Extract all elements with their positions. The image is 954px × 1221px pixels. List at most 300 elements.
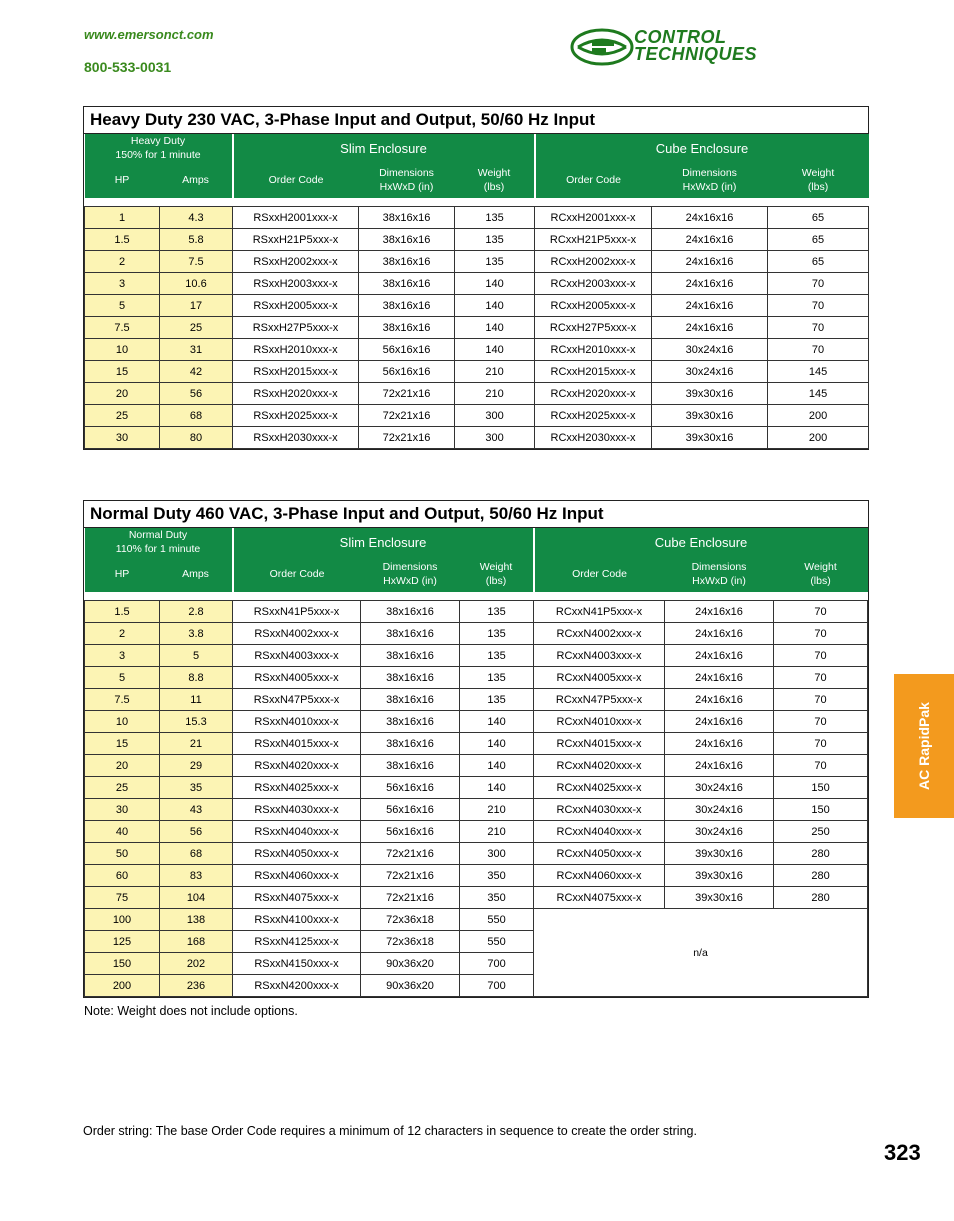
cell-slim-weight: 135 bbox=[460, 689, 534, 711]
cell-amps: 17 bbox=[160, 295, 233, 317]
cell-hp: 2 bbox=[85, 251, 160, 273]
side-tab-label: AC RapidPak bbox=[916, 702, 932, 790]
duty-sub: 110% for 1 minute bbox=[115, 543, 201, 555]
cell-amps: 80 bbox=[160, 427, 233, 449]
cell-amps: 25 bbox=[160, 317, 233, 339]
cell-hp: 1.5 bbox=[85, 601, 160, 623]
cell-hp: 10 bbox=[85, 339, 160, 361]
col-amps: Amps bbox=[160, 556, 233, 592]
cell-amps: 15.3 bbox=[160, 711, 233, 733]
cell-slim-order-code: RSxxH2030xxx-x bbox=[233, 427, 359, 449]
cell-cube-dimensions: 24x16x16 bbox=[652, 295, 768, 317]
cell-hp: 60 bbox=[85, 865, 160, 887]
cell-slim-dimensions: 72x21x16 bbox=[359, 405, 455, 427]
cell-cube-weight: 70 bbox=[774, 733, 868, 755]
cell-slim-weight: 300 bbox=[455, 427, 535, 449]
cell-cube-dimensions: 24x16x16 bbox=[652, 251, 768, 273]
cell-cube-weight: 70 bbox=[774, 601, 868, 623]
cell-cube-order-code: RCxxH2001xxx-x bbox=[535, 207, 652, 229]
cell-slim-dimensions: 38x16x16 bbox=[361, 645, 460, 667]
page-number: 323 bbox=[884, 1140, 921, 1165]
cell-hp: 30 bbox=[85, 799, 160, 821]
duty-label: Heavy Duty bbox=[130, 135, 186, 147]
cell-cube-dimensions: 24x16x16 bbox=[665, 623, 774, 645]
cell-hp: 125 bbox=[85, 931, 160, 953]
cell-cube-order-code: RCxxN4030xxx-x bbox=[534, 799, 665, 821]
col-cube-order-code: Order Code bbox=[534, 556, 665, 592]
cell-cube-dimensions: 24x16x16 bbox=[652, 273, 768, 295]
cell-cube-dimensions: 39x30x16 bbox=[652, 427, 768, 449]
cell-cube-weight: 145 bbox=[768, 361, 869, 383]
col-cube-weight bbox=[768, 162, 869, 198]
cell-hp: 7.5 bbox=[85, 689, 160, 711]
cell-slim-weight: 550 bbox=[460, 931, 534, 953]
cell-slim-order-code: RSxxH2015xxx-x bbox=[233, 361, 359, 383]
cell-hp: 7.5 bbox=[85, 317, 160, 339]
weight-label: Weight bbox=[804, 561, 837, 573]
heavy-duty-table bbox=[84, 134, 869, 449]
cell-cube-weight: 70 bbox=[774, 667, 868, 689]
cell-slim-order-code: RSxxN4075xxx-x bbox=[233, 887, 361, 909]
order-string-note: Order string: The base Order Code requires a minimum of 12 characters in sequence to create the order string. bbox=[83, 1124, 697, 1138]
cell-hp: 5 bbox=[85, 295, 160, 317]
cell-slim-order-code: RSxxN4015xxx-x bbox=[233, 733, 361, 755]
cell-slim-order-code: RSxxN4002xxx-x bbox=[233, 623, 361, 645]
cell-cube-order-code: RCxxH2005xxx-x bbox=[535, 295, 652, 317]
logo-text-line2: TECHNIQUES bbox=[634, 44, 758, 64]
cell-slim-order-code: RSxxN4040xxx-x bbox=[233, 821, 361, 843]
cell-amps: 42 bbox=[160, 361, 233, 383]
cell-cube-weight: 70 bbox=[768, 273, 869, 295]
table-row bbox=[85, 909, 868, 931]
logo-globe-icon bbox=[570, 27, 634, 67]
table-row bbox=[85, 667, 868, 689]
cell-slim-dimensions: 38x16x16 bbox=[359, 207, 455, 229]
cell-cube-weight: 65 bbox=[768, 207, 869, 229]
cell-slim-order-code: RSxxH2003xxx-x bbox=[233, 273, 359, 295]
cell-cube-dimensions: 39x30x16 bbox=[652, 383, 768, 405]
cell-amps: 104 bbox=[160, 887, 233, 909]
cell-cube-dimensions: 24x16x16 bbox=[665, 667, 774, 689]
cell-slim-order-code: RSxxH2001xxx-x bbox=[233, 207, 359, 229]
table-row bbox=[85, 427, 869, 449]
cell-slim-weight: 550 bbox=[460, 909, 534, 931]
cell-hp: 25 bbox=[85, 405, 160, 427]
duty-sub: 150% for 1 minute bbox=[115, 149, 201, 161]
cell-hp: 5 bbox=[85, 667, 160, 689]
slim-enclosure-header: Slim Enclosure bbox=[233, 528, 534, 556]
table-row bbox=[85, 711, 868, 733]
dims-label: Dimensions bbox=[382, 561, 438, 573]
cell-cube-order-code: RCxxN4040xxx-x bbox=[534, 821, 665, 843]
cell-cube-weight: 70 bbox=[774, 711, 868, 733]
cell-amps: 5.8 bbox=[160, 229, 233, 251]
cell-cube-order-code: RCxxN4015xxx-x bbox=[534, 733, 665, 755]
cell-amps: 138 bbox=[160, 909, 233, 931]
cell-slim-weight: 350 bbox=[460, 865, 534, 887]
cell-amps: 83 bbox=[160, 865, 233, 887]
cell-hp: 75 bbox=[85, 887, 160, 909]
table-row bbox=[85, 777, 868, 799]
cell-cube-dimensions: 24x16x16 bbox=[652, 229, 768, 251]
col-slim-order-code: Order Code bbox=[233, 162, 359, 198]
cell-slim-weight: 210 bbox=[455, 383, 535, 405]
cell-cube-weight: 65 bbox=[768, 251, 869, 273]
cell-slim-dimensions: 56x16x16 bbox=[361, 777, 460, 799]
table-row bbox=[85, 865, 868, 887]
cell-amps: 21 bbox=[160, 733, 233, 755]
cell-cube-dimensions: 30x24x16 bbox=[665, 821, 774, 843]
cell-slim-order-code: RSxxN4100xxx-x bbox=[233, 909, 361, 931]
cell-amps: 8.8 bbox=[160, 667, 233, 689]
cell-cube-order-code: RCxxN4010xxx-x bbox=[534, 711, 665, 733]
cell-cube-weight: 145 bbox=[768, 383, 869, 405]
cell-amps: 31 bbox=[160, 339, 233, 361]
cell-cube-weight: 280 bbox=[774, 843, 868, 865]
cell-slim-order-code: RSxxN47P5xxx-x bbox=[233, 689, 361, 711]
cell-hp: 10 bbox=[85, 711, 160, 733]
cell-cube-order-code: RCxxH2015xxx-x bbox=[535, 361, 652, 383]
cell-slim-weight: 135 bbox=[455, 251, 535, 273]
cell-slim-dimensions: 72x21x16 bbox=[361, 887, 460, 909]
cell-amps: 4.3 bbox=[160, 207, 233, 229]
cell-amps: 11 bbox=[160, 689, 233, 711]
cell-slim-dimensions: 90x36x20 bbox=[361, 953, 460, 975]
normal-duty-table-body bbox=[85, 601, 868, 997]
weight-sub: (lbs) bbox=[483, 181, 505, 193]
cell-slim-order-code: RSxxH2002xxx-x bbox=[233, 251, 359, 273]
cell-slim-order-code: RSxxN4125xxx-x bbox=[233, 931, 361, 953]
table-row bbox=[85, 887, 868, 909]
cell-cube-order-code: RCxxN4025xxx-x bbox=[534, 777, 665, 799]
col-cube-dimensions bbox=[665, 556, 774, 592]
cell-cube-order-code: RCxxN4060xxx-x bbox=[534, 865, 665, 887]
website-url[interactable]: www.emersonct.com bbox=[84, 27, 214, 42]
cell-cube-dimensions: 39x30x16 bbox=[665, 887, 774, 909]
cell-cube-dimensions: 24x16x16 bbox=[665, 733, 774, 755]
cell-slim-weight: 135 bbox=[460, 667, 534, 689]
cell-amps: 68 bbox=[160, 405, 233, 427]
cell-slim-weight: 210 bbox=[455, 361, 535, 383]
cell-hp: 20 bbox=[85, 383, 160, 405]
table-row bbox=[85, 799, 868, 821]
weight-sub: (lbs) bbox=[810, 575, 831, 587]
cell-slim-weight: 140 bbox=[460, 777, 534, 799]
cell-hp: 20 bbox=[85, 755, 160, 777]
cell-hp: 15 bbox=[85, 733, 160, 755]
col-cube-weight bbox=[774, 556, 868, 592]
cell-slim-dimensions: 38x16x16 bbox=[359, 251, 455, 273]
cell-cube-weight: 70 bbox=[774, 755, 868, 777]
cell-cube-order-code: RCxxH2010xxx-x bbox=[535, 339, 652, 361]
cell-cube-dimensions: 24x16x16 bbox=[665, 601, 774, 623]
col-cube-order-code: Order Code bbox=[535, 162, 652, 198]
dims-label: Dimensions bbox=[682, 167, 737, 179]
cell-slim-order-code: RSxxH2025xxx-x bbox=[233, 405, 359, 427]
cell-slim-weight: 140 bbox=[455, 339, 535, 361]
cell-slim-dimensions: 72x21x16 bbox=[361, 865, 460, 887]
cell-slim-order-code: RSxxN41P5xxx-x bbox=[233, 601, 361, 623]
cell-amps: 68 bbox=[160, 843, 233, 865]
cell-hp: 1.5 bbox=[85, 229, 160, 251]
weight-note: Note: Weight does not include options. bbox=[84, 1004, 298, 1018]
header-gap bbox=[85, 198, 869, 207]
cell-cube-order-code: RCxxH2030xxx-x bbox=[535, 427, 652, 449]
cell-amps: 236 bbox=[160, 975, 233, 997]
dims-label: Dimensions bbox=[379, 167, 434, 179]
cell-slim-dimensions: 56x16x16 bbox=[359, 361, 455, 383]
cell-hp: 3 bbox=[85, 645, 160, 667]
cell-cube-order-code: RCxxN4050xxx-x bbox=[534, 843, 665, 865]
cube-enclosure-header: Cube Enclosure bbox=[534, 528, 868, 556]
cell-cube-weight: 70 bbox=[768, 295, 869, 317]
cell-cube-weight: 280 bbox=[774, 887, 868, 909]
cell-slim-dimensions: 38x16x16 bbox=[359, 229, 455, 251]
cell-slim-dimensions: 72x21x16 bbox=[361, 843, 460, 865]
cell-slim-dimensions: 38x16x16 bbox=[361, 623, 460, 645]
col-slim-weight bbox=[460, 556, 534, 592]
cell-slim-dimensions: 72x21x16 bbox=[359, 383, 455, 405]
col-slim-dimensions bbox=[359, 162, 455, 198]
cell-cube-order-code: RCxxN4020xxx-x bbox=[534, 755, 665, 777]
cell-slim-weight: 350 bbox=[460, 887, 534, 909]
table-title: Normal Duty 460 VAC, 3-Phase Input and Output, 50/60 Hz Input bbox=[84, 501, 868, 528]
cell-slim-order-code: RSxxN4003xxx-x bbox=[233, 645, 361, 667]
cell-slim-weight: 300 bbox=[460, 843, 534, 865]
col-hp: HP bbox=[85, 162, 160, 198]
cell-amps: 10.6 bbox=[160, 273, 233, 295]
cell-slim-weight: 135 bbox=[460, 601, 534, 623]
cell-cube-dimensions: 39x30x16 bbox=[665, 865, 774, 887]
cell-slim-dimensions: 56x16x16 bbox=[359, 339, 455, 361]
section-tab-ac-rapidpak[interactable] bbox=[894, 674, 954, 818]
cell-amps: 3.8 bbox=[160, 623, 233, 645]
cell-cube-dimensions: 30x24x16 bbox=[652, 361, 768, 383]
cell-slim-dimensions: 72x36x18 bbox=[361, 909, 460, 931]
cell-cube-weight: 280 bbox=[774, 865, 868, 887]
weight-label: Weight bbox=[477, 167, 511, 179]
col-slim-order-code: Order Code bbox=[233, 556, 361, 592]
cell-hp: 1 bbox=[85, 207, 160, 229]
cell-cube-weight: 150 bbox=[774, 777, 868, 799]
cell-cube-order-code: RCxxH21P5xxx-x bbox=[535, 229, 652, 251]
table-row bbox=[85, 207, 869, 229]
cell-amps: 35 bbox=[160, 777, 233, 799]
cell-slim-order-code: RSxxN4050xxx-x bbox=[233, 843, 361, 865]
table-row bbox=[85, 251, 869, 273]
cell-slim-weight: 700 bbox=[460, 953, 534, 975]
cell-slim-dimensions: 38x16x16 bbox=[361, 711, 460, 733]
cell-slim-weight: 700 bbox=[460, 975, 534, 997]
table-row bbox=[85, 339, 869, 361]
dims-sub: HxWxD (in) bbox=[682, 181, 737, 193]
cube-enclosure-header: Cube Enclosure bbox=[535, 134, 869, 162]
cell-slim-order-code: RSxxN4060xxx-x bbox=[233, 865, 361, 887]
cell-hp: 3 bbox=[85, 273, 160, 295]
cell-slim-weight: 135 bbox=[460, 645, 534, 667]
cell-amps: 5 bbox=[160, 645, 233, 667]
cell-cube-dimensions: 24x16x16 bbox=[665, 711, 774, 733]
cell-amps: 56 bbox=[160, 383, 233, 405]
cell-slim-weight: 140 bbox=[455, 273, 535, 295]
cell-hp: 30 bbox=[85, 427, 160, 449]
table-row bbox=[85, 383, 869, 405]
weight-sub: (lbs) bbox=[485, 575, 507, 587]
col-cube-dimensions bbox=[652, 162, 768, 198]
duty-header bbox=[85, 528, 233, 556]
cell-slim-dimensions: 38x16x16 bbox=[359, 317, 455, 339]
cell-cube-dimensions: 24x16x16 bbox=[652, 207, 768, 229]
cell-slim-dimensions: 38x16x16 bbox=[361, 755, 460, 777]
table-row bbox=[85, 601, 868, 623]
cell-slim-order-code: RSxxH2010xxx-x bbox=[233, 339, 359, 361]
cell-slim-order-code: RSxxN4005xxx-x bbox=[233, 667, 361, 689]
cell-slim-order-code: RSxxH21P5xxx-x bbox=[233, 229, 359, 251]
cell-cube-dimensions: 39x30x16 bbox=[652, 405, 768, 427]
table-row bbox=[85, 273, 869, 295]
cell-cube-dimensions: 30x24x16 bbox=[665, 799, 774, 821]
logo-text-line1: CONTROL bbox=[634, 27, 727, 47]
table-row bbox=[85, 843, 868, 865]
cell-slim-dimensions: 38x16x16 bbox=[359, 273, 455, 295]
cell-cube-weight: 70 bbox=[768, 339, 869, 361]
col-amps: Amps bbox=[160, 162, 233, 198]
cell-slim-order-code: RSxxN4200xxx-x bbox=[233, 975, 361, 997]
cell-slim-weight: 135 bbox=[460, 623, 534, 645]
cell-cube-weight: 250 bbox=[774, 821, 868, 843]
table-title: Heavy Duty 230 VAC, 3-Phase Input and Output, 50/60 Hz Input bbox=[84, 107, 868, 134]
cell-slim-order-code: RSxxN4150xxx-x bbox=[233, 953, 361, 975]
table-row bbox=[85, 821, 868, 843]
cell-hp: 100 bbox=[85, 909, 160, 931]
phone-number: 800-533-0031 bbox=[84, 59, 172, 75]
cell-cube-dimensions: 24x16x16 bbox=[665, 689, 774, 711]
cell-cube-order-code: RCxxN4075xxx-x bbox=[534, 887, 665, 909]
cell-cube-weight: 70 bbox=[774, 689, 868, 711]
table-row bbox=[85, 689, 868, 711]
cell-hp: 50 bbox=[85, 843, 160, 865]
weight-label: Weight bbox=[801, 167, 835, 179]
cell-hp: 200 bbox=[85, 975, 160, 997]
cell-cube-order-code: RCxxN47P5xxx-x bbox=[534, 689, 665, 711]
cell-cube-dimensions: 24x16x16 bbox=[665, 755, 774, 777]
cell-cube-dimensions: 30x24x16 bbox=[665, 777, 774, 799]
cell-cube-order-code: RCxxH2020xxx-x bbox=[535, 383, 652, 405]
duty-header bbox=[85, 134, 233, 162]
cell-cube-weight: 70 bbox=[774, 623, 868, 645]
cell-slim-dimensions: 90x36x20 bbox=[361, 975, 460, 997]
dims-sub: HxWxD (in) bbox=[383, 575, 437, 587]
table-row bbox=[85, 229, 869, 251]
col-slim-weight bbox=[455, 162, 535, 198]
table-row bbox=[85, 755, 868, 777]
table-row bbox=[85, 361, 869, 383]
col-slim-dimensions bbox=[361, 556, 460, 592]
cell-cube-order-code: RCxxH27P5xxx-x bbox=[535, 317, 652, 339]
cell-amps: 29 bbox=[160, 755, 233, 777]
cell-cube-weight: 150 bbox=[774, 799, 868, 821]
cell-slim-order-code: RSxxH27P5xxx-x bbox=[233, 317, 359, 339]
weight-label: Weight bbox=[479, 561, 513, 573]
cell-slim-dimensions: 38x16x16 bbox=[361, 689, 460, 711]
cell-cube-order-code: RCxxN4005xxx-x bbox=[534, 667, 665, 689]
cell-slim-weight: 140 bbox=[460, 755, 534, 777]
cell-slim-order-code: RSxxN4030xxx-x bbox=[233, 799, 361, 821]
cell-slim-order-code: RSxxH2005xxx-x bbox=[233, 295, 359, 317]
cell-slim-dimensions: 38x16x16 bbox=[359, 295, 455, 317]
cell-cube-dimensions: 24x16x16 bbox=[652, 317, 768, 339]
cell-cube-weight: 200 bbox=[768, 405, 869, 427]
cell-slim-order-code: RSxxN4020xxx-x bbox=[233, 755, 361, 777]
header-gap bbox=[85, 592, 868, 601]
cell-hp: 25 bbox=[85, 777, 160, 799]
cell-cube-order-code: RCxxN4002xxx-x bbox=[534, 623, 665, 645]
cell-slim-weight: 210 bbox=[460, 821, 534, 843]
cell-cube-dimensions: 39x30x16 bbox=[665, 843, 774, 865]
cell-amps: 7.5 bbox=[160, 251, 233, 273]
table-row bbox=[85, 317, 869, 339]
cell-slim-dimensions: 38x16x16 bbox=[361, 733, 460, 755]
dims-sub: HxWxD (in) bbox=[692, 575, 746, 587]
cell-cube-dimensions: 24x16x16 bbox=[665, 645, 774, 667]
normal-duty-table bbox=[84, 528, 868, 997]
cell-cube-weight: 70 bbox=[768, 317, 869, 339]
cell-slim-order-code: RSxxH2020xxx-x bbox=[233, 383, 359, 405]
slim-enclosure-header: Slim Enclosure bbox=[233, 134, 535, 162]
cell-hp: 40 bbox=[85, 821, 160, 843]
cell-slim-weight: 135 bbox=[455, 229, 535, 251]
table-row bbox=[85, 733, 868, 755]
cell-slim-dimensions: 38x16x16 bbox=[361, 601, 460, 623]
cell-slim-weight: 300 bbox=[455, 405, 535, 427]
heavy-duty-table-body bbox=[85, 207, 869, 449]
cell-amps: 202 bbox=[160, 953, 233, 975]
cell-slim-order-code: RSxxN4010xxx-x bbox=[233, 711, 361, 733]
table-row bbox=[85, 623, 868, 645]
table-row bbox=[85, 405, 869, 427]
cell-hp: 2 bbox=[85, 623, 160, 645]
dims-label: Dimensions bbox=[691, 561, 747, 573]
cube-not-available-cell: n/a bbox=[534, 909, 868, 997]
col-hp: HP bbox=[85, 556, 160, 592]
cell-slim-dimensions: 72x21x16 bbox=[359, 427, 455, 449]
duty-label: Normal Duty bbox=[128, 529, 188, 541]
cell-amps: 168 bbox=[160, 931, 233, 953]
cell-slim-dimensions: 56x16x16 bbox=[361, 821, 460, 843]
cell-cube-order-code: RCxxN4003xxx-x bbox=[534, 645, 665, 667]
table-row bbox=[85, 295, 869, 317]
cell-slim-weight: 140 bbox=[460, 733, 534, 755]
table-row bbox=[85, 645, 868, 667]
cell-slim-dimensions: 72x36x18 bbox=[361, 931, 460, 953]
cell-slim-weight: 210 bbox=[460, 799, 534, 821]
cell-hp: 15 bbox=[85, 361, 160, 383]
cell-cube-order-code: RCxxH2025xxx-x bbox=[535, 405, 652, 427]
cell-cube-order-code: RCxxH2003xxx-x bbox=[535, 273, 652, 295]
cell-cube-dimensions: 30x24x16 bbox=[652, 339, 768, 361]
dims-sub: HxWxD (in) bbox=[379, 181, 434, 193]
cell-cube-weight: 65 bbox=[768, 229, 869, 251]
heavy-duty-230vac-section bbox=[83, 106, 869, 450]
cell-slim-dimensions: 38x16x16 bbox=[361, 667, 460, 689]
cell-cube-order-code: RCxxN41P5xxx-x bbox=[534, 601, 665, 623]
normal-duty-460vac-section bbox=[83, 500, 869, 998]
cell-cube-weight: 200 bbox=[768, 427, 869, 449]
cell-cube-order-code: RCxxH2002xxx-x bbox=[535, 251, 652, 273]
cell-cube-weight: 70 bbox=[774, 645, 868, 667]
control-techniques-logo bbox=[570, 27, 780, 67]
cell-amps: 2.8 bbox=[160, 601, 233, 623]
